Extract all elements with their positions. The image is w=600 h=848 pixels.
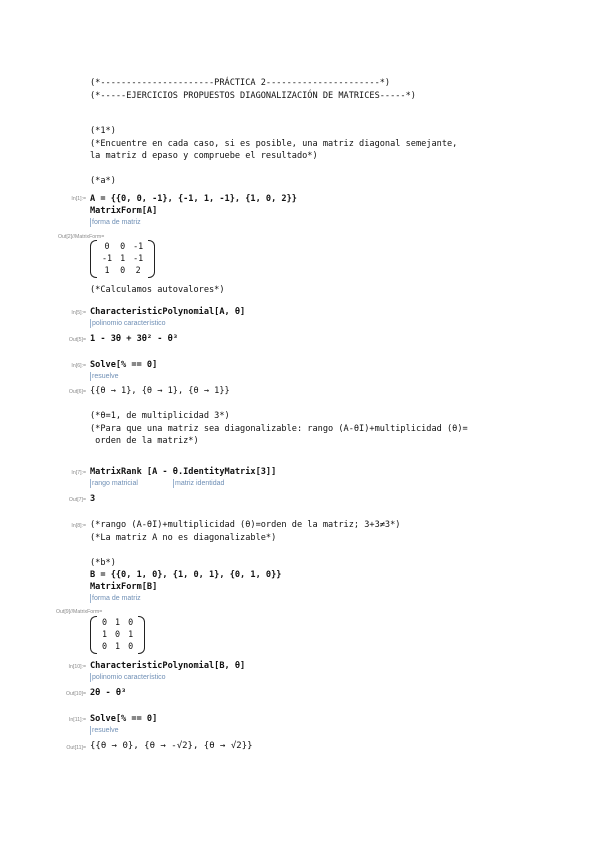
matrix-a-cell: -1 [133, 241, 144, 251]
matrix-b-cell: 0 [128, 617, 134, 627]
out-10-tag: Out[10]= [65, 691, 86, 697]
matrix-b-cell: 1 [128, 629, 134, 639]
matrix-a-cell: 0 [120, 241, 126, 251]
matrix-b-output [90, 616, 145, 652]
comment-diagonalizable-line2: orden de la matriz*) [90, 436, 199, 446]
in-6-tag: In[6]:= [71, 363, 86, 369]
header-subtitle-line: (*-----EJERCICIOS PROPUESTOS DIAGONALIZACIÓN DE MATRICES-----*) [90, 91, 416, 101]
in-8-comment-line2[interactable]: (*La matriz A no es diagonalizable*) [90, 533, 277, 543]
matrix-a-cell: 0 [104, 241, 110, 251]
header-title-line: (*----------------------PRÁCTICA 2----------------------*) [90, 78, 391, 88]
in-5-hint: polinomio característico [92, 320, 166, 327]
in-1-hint: forma de matriz [92, 219, 141, 226]
part-b-code-line2[interactable]: MatrixForm[B] [90, 582, 158, 592]
out-9-tag: Out[9]//MatrixForm= [56, 609, 103, 615]
part-b-label: (*b*) [90, 558, 116, 568]
matrix-b-cell: 0 [102, 617, 108, 627]
out-5-value: 1 - 3θ + 3θ² - θ³ [90, 334, 178, 344]
exercise-1-text-line1: (*Encuentre en cada caso, si es posible, una matriz diagonal semejante, [90, 139, 458, 149]
matrix-b-cell: 1 [115, 617, 121, 627]
in-10-code[interactable]: CharacteristicPolynomial[B, θ] [90, 661, 246, 671]
in-11-tag: In[11]:= [68, 717, 86, 723]
comment-diagonalizable-line1: (*Para que una matriz sea diagonalizable: rango (A-θI)+multiplicidad (θ)= [90, 424, 468, 434]
comment-multiplicidad: (*θ=1, de multiplicidad 3*) [90, 411, 230, 421]
out-5-tag: Out[5]= [68, 337, 86, 343]
matrix-a-output [90, 240, 155, 276]
out-2-tag: Out[2]//MatrixForm= [58, 234, 105, 240]
matrix-b-cell: 1 [102, 629, 108, 639]
in-7-code[interactable]: MatrixRank [A - θ.IdentityMatrix[3]] [90, 467, 277, 477]
in-1-tag: In[1]:= [71, 196, 86, 202]
out-6-tag: Out[6]= [68, 389, 86, 395]
matrix-a-cell: 1 [104, 265, 110, 275]
in-8-tag: In[8]:= [71, 523, 86, 529]
in-7-tag: In[7]:= [71, 470, 86, 476]
matrix-a-cell: 2 [135, 265, 141, 275]
in-8-comment-line1[interactable]: (*rango (A-θI)+multiplicidad (θ)=orden de la matriz; 3+3≠3*) [90, 520, 401, 530]
matrix-a-cell: -1 [133, 253, 144, 263]
out-7-value: 3 [90, 494, 96, 504]
in-7-hint-identity: matriz identidad [175, 480, 225, 487]
matrix-a-cell: 0 [120, 265, 126, 275]
in-7-hint-rank: rango matricial [92, 480, 138, 487]
out-6-value: {{θ → 1}, {θ → 1}, {θ → 1}} [90, 386, 230, 396]
matrix-b-cell: 1 [115, 641, 121, 651]
exercise-1-label: (*1*) [90, 126, 116, 136]
part-b-code-line1[interactable]: B = {{0, 1, 0}, {1, 0, 1}, {0, 1, 0}} [90, 570, 282, 580]
matrix-b-cell: 0 [115, 629, 121, 639]
in-6-hint: resuelve [92, 373, 119, 380]
out-11-value: {{θ → 0}, {θ → -√2}, {θ → √2}} [90, 741, 253, 751]
matrix-a-cell: -1 [102, 253, 113, 263]
in-1-code-line1[interactable]: A = {{0, 0, -1}, {-1, 1, -1}, {1, 0, 2}} [90, 194, 297, 204]
out-10-value: 2θ - θ³ [90, 688, 127, 698]
matrix-b-cell: 0 [102, 641, 108, 651]
matrix-a-cell: 1 [120, 253, 126, 263]
out-7-tag: Out[7]= [68, 497, 86, 503]
in-1-code-line2[interactable]: MatrixForm[A] [90, 206, 158, 216]
in-6-code[interactable]: Solve[% == 0] [90, 360, 158, 370]
comment-autovalores: (*Calculamos autovalores*) [90, 285, 225, 295]
exercise-1-text-line2: la matriz d epaso y compruebe el resultado*) [90, 151, 318, 161]
part-b-hint: forma de matriz [92, 595, 141, 602]
out-11-tag: Out[11]= [66, 745, 86, 751]
in-5-tag: In[5]:= [71, 310, 86, 316]
in-10-hint: polinomio característico [92, 674, 166, 681]
in-11-code[interactable]: Solve[% == 0] [90, 714, 158, 724]
matrix-b-cell: 0 [128, 641, 134, 651]
part-a-label: (*a*) [90, 176, 116, 186]
in-10-tag: In[10]:= [68, 664, 86, 670]
in-5-code[interactable]: CharacteristicPolynomial[A, θ] [90, 307, 246, 317]
in-11-hint: resuelve [92, 727, 119, 734]
